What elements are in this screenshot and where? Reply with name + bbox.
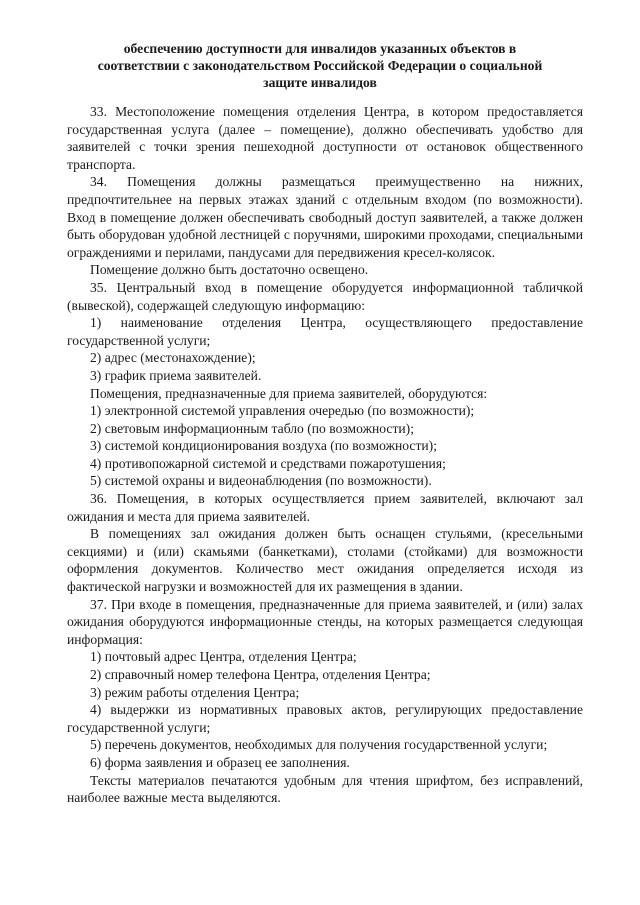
list-item: 4) противопожарной системой и средствами пожаротушения; [90,455,446,471]
paragraph-35: 35. Центральный вход в помещение оборудуется информационной табличкой (вывеской), содержащей следующую информацию: [67,279,583,313]
list-item: 1) наименование отделения Центра, осуществляющего предоставление государственной услуги; [67,315,583,348]
section-heading [60,40,580,91]
list-item: 5) перечень документов, необходимых для получения государственной услуги; [90,737,548,753]
list-item: 6) форма заявления и образец ее заполнения. [90,754,350,770]
list-item: 2) справочный номер телефона Центра, отделения Центра; [90,667,431,682]
paragraph-37: 37. При входе в помещения, предназначенные для приема заявителей, и (или) залах ожидания оборудуются информационные стенды, на которых размещается следующая информация: [67,596,583,647]
list-item: 1) почтовый адрес Центра, отделения Центра; [90,649,357,665]
paragraph-36: 36. Помещения, в которых осуществляется прием заявителей, включают зал ожидания и места для приема заявителей. [67,491,583,524]
paragraph-texts: Тексты материалов печатаются удобным для чтения шрифтом, без исправлений, наиболее важные места выделяются. [67,772,583,806]
list-item: 4) выдержки из нормативных правовых актов, регулирующих предоставление государственной услуги; [67,702,583,735]
paragraph-lighting: Помещение должно быть достаточно освещено. [90,262,369,278]
heading-line-3: защите инвалидов [263,75,377,90]
list-item: 2) адрес (местонахождение); [90,350,256,366]
paragraph-waiting-hall: В помещениях зал ожидания должен быть оснащен стульями, (кресельными секциями) и (или) скамьями (банкетками), столами (стойками) для возможности оформления документов. Количество мест ожидания определяется исходя из фактической нагрузки и возможностей для их размещения в здании. [67,526,583,595]
paragraph-33: 33. Местоположение помещения отделения Центра, в котором предоставляется государственная услуга (далее – помещение), должно обеспечивать удобство для заявителей с точки зрения пешеходной доступности от остановок общественного транспорта. [67,104,583,172]
heading-line-1: обеспечению доступности для инвалидов указанных объектов в [123,41,517,56]
list-item: 3) системой кондиционирования воздуха (по возможности); [90,438,437,454]
list-item: 5) системой охраны и видеонаблюдения (по возможности). [90,473,432,489]
list-item: 3) режим работы отделения Центра; [90,684,300,700]
paragraph-equipment: Помещения, предназначенные для приема заявителей, оборудуются: [90,385,488,401]
document-body [67,103,583,807]
paragraph-34: 34. Помещения должны размещаться преимущественно на нижних, предпочтительнее на первых этажах зданий с отдельным входом (по возможности). Вход в помещение должен обеспечивать свободный доступ заявителей, а также должен быть оборудован удобной лестницей с поручнями, широкими проходами, специальными ограждениями и перилами, пандусами для передвижения кресел-колясок. [67,174,583,260]
heading-line-2: соответствии с законодательством Российской Федерации о социальной [97,58,543,73]
list-item: 1) электронной системой управления очередью (по возможности); [90,403,475,419]
list-item: 3) график приема заявителей. [90,367,262,383]
list-item: 2) световым информационным табло (по возможности); [90,420,414,436]
